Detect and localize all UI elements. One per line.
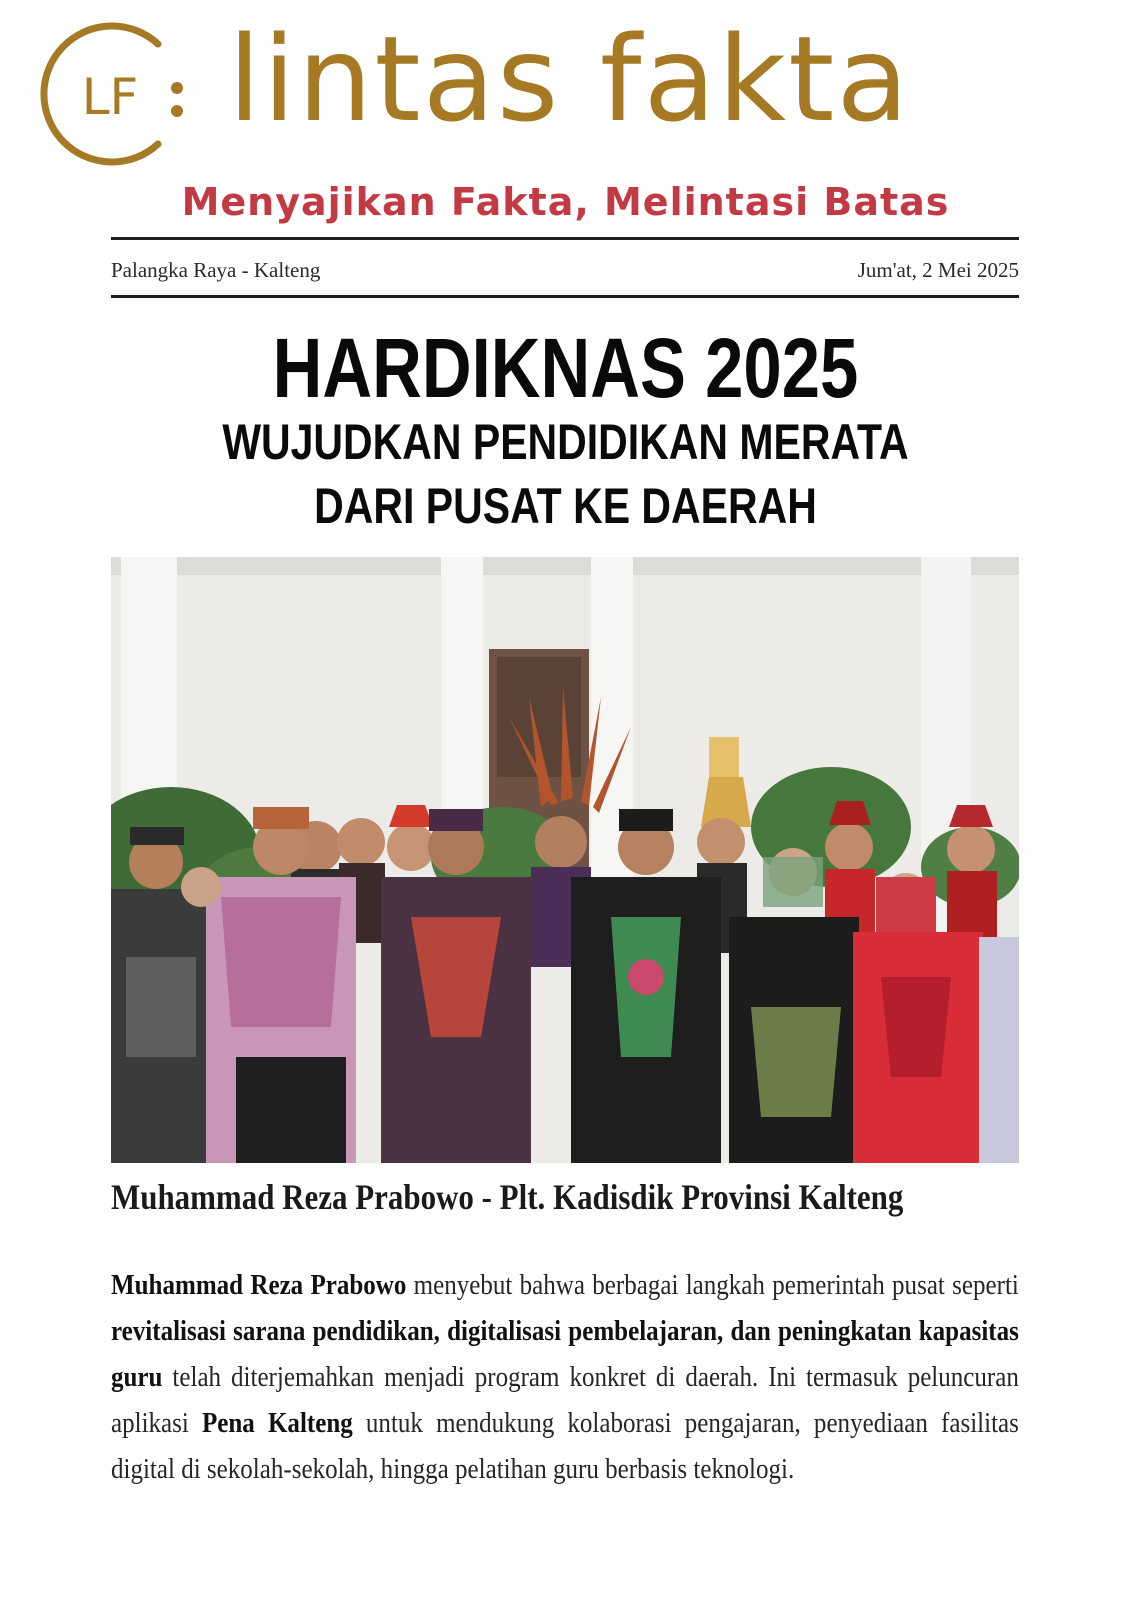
body-segment: untuk mendukung kolaborasi pengajaran, penyediaan fasilitas digital di sekolah-sekolah, hingga pelatihan guru berbasis teknologi.	[111, 1407, 1019, 1485]
brand-name: lintas fakta	[228, 10, 911, 148]
photo-caption: Muhammad Reza Prabowo - Plt. Kadisdik Provinsi Kalteng	[111, 1177, 904, 1217]
group-photo	[111, 557, 1019, 1163]
headline-sub-1: WUJUDKAN PENDIDIKAN MERATA	[222, 414, 909, 470]
body-segment: menyebut bahwa berbagai langkah pemerintah pusat seperti	[406, 1269, 1019, 1301]
headline-sub-2: DARI PUSAT KE DAERAH	[314, 478, 817, 534]
top-rule	[111, 237, 1019, 240]
body-segment: Pena Kalteng	[201, 1407, 353, 1439]
body-segment: Muhammad Reza Prabowo	[111, 1269, 407, 1301]
headline-main: HARDIKNAS 2025	[272, 321, 859, 415]
logo-initials: LF	[81, 68, 139, 126]
tagline: Menyajikan Fakta, Melintasi Batas	[181, 180, 950, 224]
dateline-date: Jum'at, 2 Mei 2025	[857, 258, 1019, 282]
lf-logo-mark	[30, 14, 190, 174]
dateline-location: Palangka Raya - Kalteng	[111, 258, 321, 282]
article-body	[111, 1262, 1019, 1492]
bottom-rule	[111, 295, 1019, 298]
body-segment: revitalisasi sarana pendidikan, digitalisasi pembelajaran, dan peningkatan kapasitas guru	[111, 1315, 1019, 1393]
body-segment: telah diterjemahkan menjadi program konkret di daerah. Ini termasuk peluncuran aplikasi	[111, 1361, 1019, 1439]
